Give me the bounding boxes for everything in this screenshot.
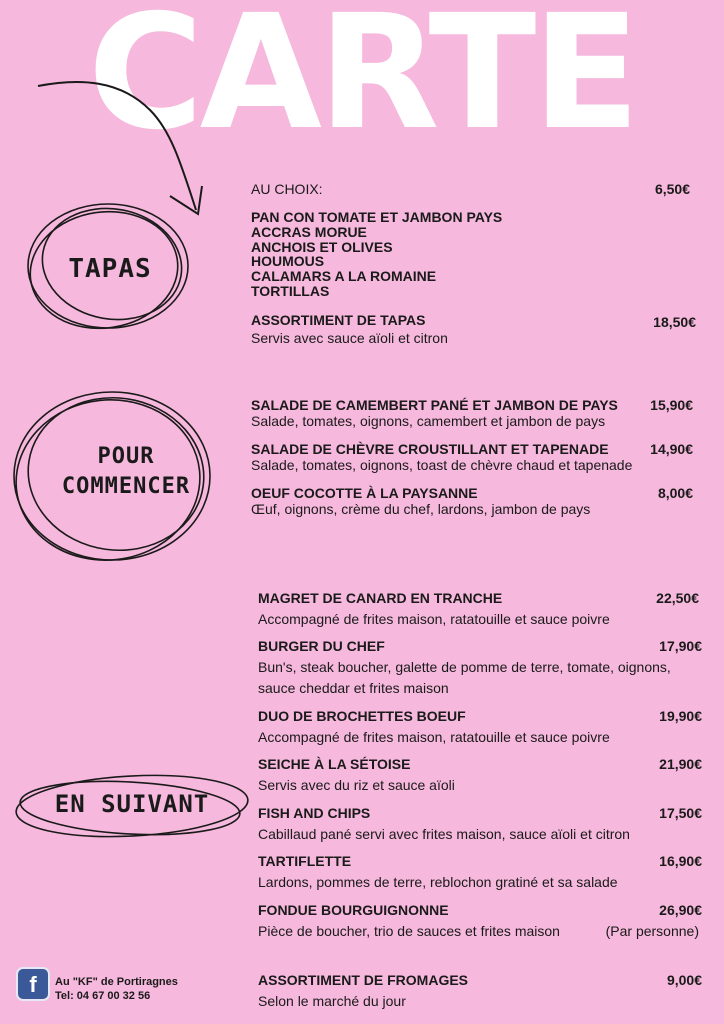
item-name: ASSORTIMENT DE FROMAGES	[258, 972, 469, 988]
item-name: SALADE DE CHÈVRE CROUSTILLANT ET TAPENADE	[251, 441, 609, 457]
item-desc: Œuf, oignons, crème du chef, lardons, jambon de pays	[251, 501, 591, 517]
item-desc: Bun's, steak boucher, galette de pomme de terre, tomate, oignons,	[258, 659, 671, 675]
item-name: TARTIFLETTE	[258, 853, 352, 869]
page-title: CARTE	[87, 0, 637, 165]
list-item: CALAMARS A LA ROMAINE	[251, 268, 437, 285]
item-price: 16,90€	[659, 853, 702, 869]
item-desc: Salade, tomates, oignons, camembert et jambon de pays	[251, 413, 606, 429]
item-desc: Servis avec du riz et sauce aïoli	[258, 777, 455, 793]
section-label-en-suivant: EN SUIVANT	[54, 790, 210, 818]
menu-item-starter	[251, 485, 590, 517]
menu-item-main	[258, 708, 610, 745]
item-name: SALADE DE CAMEMBERT PANÉ ET JAMBON DE PAYS	[251, 397, 618, 413]
arrow-line	[38, 82, 196, 210]
item-price: 18,50€	[653, 314, 696, 330]
section-label-tapas: TAPAS	[68, 254, 152, 284]
list-item: PAN CON TOMATE ET JAMBON PAYS	[251, 209, 503, 225]
item-name: FISH AND CHIPS	[258, 805, 371, 821]
restaurant-name: Au "KF" de Portiragnes	[55, 976, 178, 988]
menu-item-main	[258, 638, 671, 696]
item-name: DUO DE BROCHETTES BOEUF	[258, 708, 466, 724]
menu-item-starter	[251, 397, 618, 429]
item-price: 15,90€	[650, 397, 693, 413]
item-price: 14,90€	[650, 441, 693, 457]
item-price: 21,90€	[659, 756, 702, 772]
list-item: TORTILLAS	[251, 282, 330, 299]
item-desc: Pièce de boucher, trio de sauces et frites maison	[258, 923, 560, 939]
item-price: 8,00€	[657, 485, 693, 501]
item-desc: Accompagné de frites maison, ratatouille et sauce poivre	[258, 611, 610, 627]
item-price: 17,90€	[659, 638, 702, 654]
item-price: 17,50€	[659, 805, 702, 821]
item-price: 26,90€	[659, 902, 702, 918]
item-desc: Cabillaud pané servi avec frites maison, sauce aïoli et citron	[258, 826, 630, 842]
item-desc: Accompagné de frites maison, ratatouille et sauce poivre	[258, 729, 610, 745]
item-name: BURGER DU CHEF	[258, 638, 385, 654]
au-choix-label: AU CHOIX:	[251, 181, 323, 197]
item-price: 9,00€	[666, 972, 702, 988]
section-label-pour: POUR	[97, 444, 155, 469]
menu-item-main	[258, 756, 455, 793]
section-label-commencer: COMMENCER	[61, 474, 191, 499]
item-name: MAGRET DE CANARD EN TRANCHE	[258, 590, 503, 606]
menu-item-main	[258, 853, 618, 890]
item-desc: Selon le marché du jour	[258, 993, 406, 1009]
item-desc: Salade, tomates, oignons, toast de chèvre chaud et tapenade	[251, 457, 633, 473]
item-note: (Par personne)	[605, 923, 699, 939]
arrow-head	[170, 186, 202, 214]
menu-item-assortiment-tapas	[251, 312, 448, 346]
tapas-choices-list	[251, 210, 502, 299]
item-name: SEICHE À LA SÉTOISE	[258, 756, 411, 772]
item-name: OEUF COCOTTE À LA PAYSANNE	[251, 485, 478, 501]
list-item: HOUMOUS	[251, 253, 325, 270]
facebook-icon[interactable]: f	[18, 969, 48, 999]
item-price: 19,90€	[659, 708, 702, 724]
item-desc: Servis avec sauce aïoli et citron	[251, 330, 448, 346]
au-choix-price: 6,50€	[654, 181, 690, 197]
item-price: 22,50€	[656, 590, 699, 606]
menu-item-starter	[251, 441, 632, 473]
item-name: ASSORTIMENT DE TAPAS	[251, 312, 426, 328]
item-desc: Lardons, pommes de terre, reblochon gratiné et sa salade	[258, 874, 618, 890]
list-item: ANCHOIS ET OLIVES	[251, 238, 393, 255]
phone-number: Tel: 04 67 00 32 56	[55, 990, 151, 1002]
menu-item-main	[258, 590, 610, 627]
menu-item-cheese	[258, 972, 468, 1009]
list-item: ACCRAS MORUE	[251, 223, 367, 240]
menu-item-main	[258, 805, 630, 842]
item-desc-line2: sauce cheddar et frites maison	[258, 680, 449, 696]
item-name: FONDUE BOURGUIGNONNE	[258, 902, 449, 918]
menu-item-main	[258, 902, 560, 939]
